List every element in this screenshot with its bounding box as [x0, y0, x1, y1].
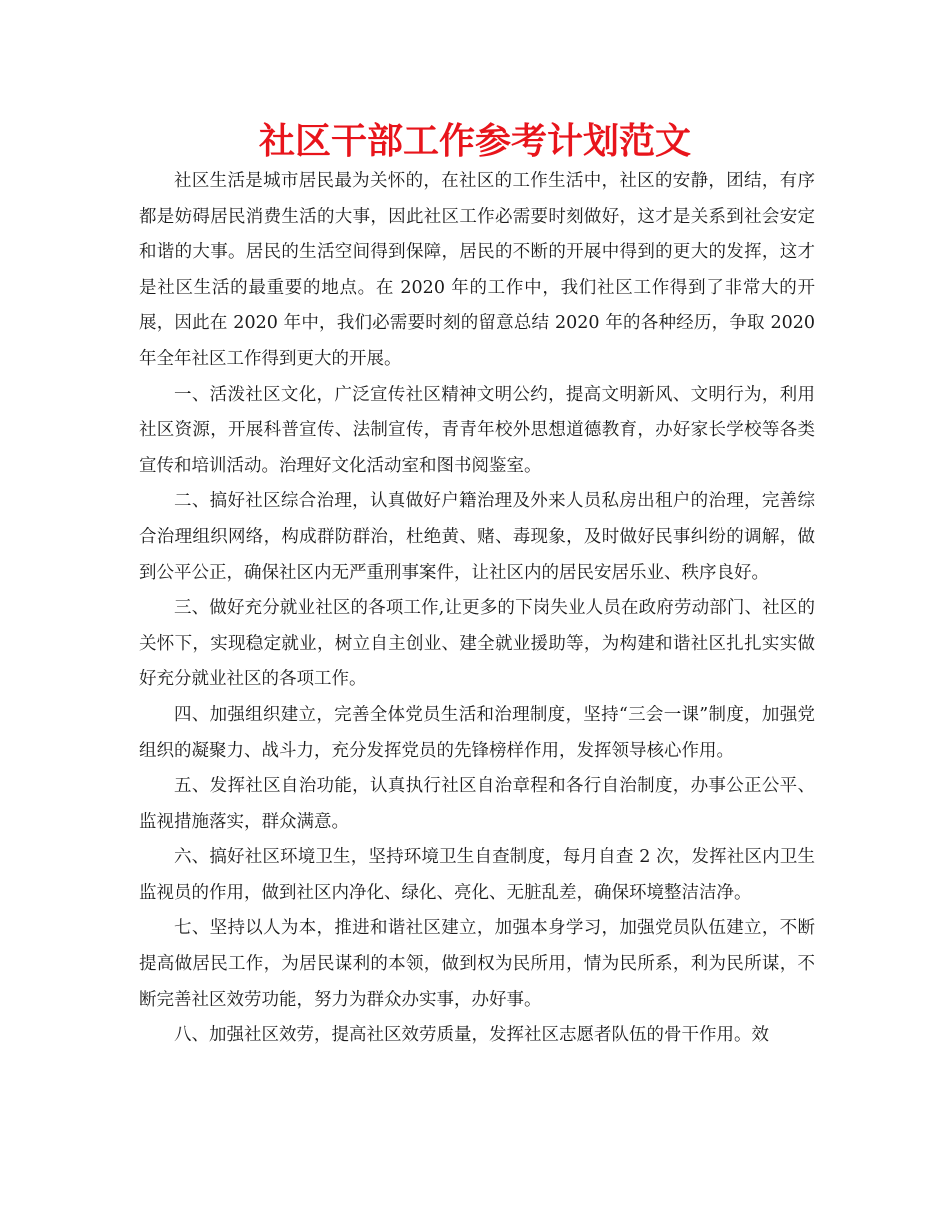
- document-title: 社区干部工作参考计划范文: [258, 121, 691, 162]
- paragraph-item-2: 二、搞好社区综合治理，认真做好户籍治理及外来人员私房出租户的治理，完善综合治理组织网络，构成群防群治，杜绝黄、赌、毒现象，及时做好民事纠纷的调解，做到公平公正，确保社区内无严重刑事案件，让社区内的居民安居乐业、秩序良好。: [139, 491, 815, 583]
- paragraph-item-3: 三、做好充分就业社区的各项工作,让更多的下岗失业人员在政府劳动部门、社区的关怀下，实现稳定就业，树立自主创业、建全就业援助等，为构建和谐社区扎扎实实做好充分就业社区的各项工作。: [139, 598, 815, 690]
- paragraph-item-7: 七、坚持以人为本，推进和谐社区建立，加强本身学习，加强党员队伍建立，不断提高做居民工作，为居民谋利的本领，做到权为民所用，情为民所系，利为民所谋，不断完善社区效劳功能，努力为群众办实事，办好事。: [139, 918, 815, 1010]
- paragraph-item-4: 四、加强组织建立，完善全体党员生活和治理制度，坚持“三会一课”制度，加强党组织的凝聚力、战斗力，充分发挥党员的先锋榜样作用，发挥领导核心作用。: [139, 704, 815, 761]
- document-body: [139, 164, 815, 1054]
- paragraph-item-8: 八、加强社区效劳，提高社区效劳质量，发挥社区志愿者队伍的骨干作用。效: [174, 1025, 769, 1046]
- paragraph-item-6: 六、搞好社区环境卫生，坚持环境卫生自查制度，每月自查 2 次，发挥社区内卫生监视员的作用，做到社区内净化、绿化、亮化、无脏乱差，确保环境整洁洁净。: [139, 847, 815, 903]
- paragraph-intro: 社区生活是城市居民最为关怀的，在社区的工作生活中，社区的安静，团结，有序都是妨碍居民消费生活的大事，因此社区工作必需要时刻做好，这才是关系到社会安定和谐的大事。居民的生活空间得到保障，居民的不断的开展中得到的更大的发挥，这才是社区生活的最重要的地点。在 2020 年的工作中，我们社区工作得到了非常大的开展，因此在 2020 年中，我们必需要时刻的留意总结 2020 年的各种经历，争取 2020 年全年社区工作得到更大的开展。: [139, 171, 815, 369]
- paragraph-item-5: 五、发挥社区自治功能，认真执行社区自治章程和各行自治制度，办事公正公平、监视措施落实，群众满意。: [139, 776, 815, 832]
- paragraph-item-1: 一、活泼社区文化，广泛宣传社区精神文明公约，提高文明新风、文明行为，利用社区资源，开展科普宣传、法制宣传，青青年校外思想道德教育，办好家长学校等各类宣传和培训活动。治理好文化活动室和图书阅鉴室。: [139, 384, 815, 476]
